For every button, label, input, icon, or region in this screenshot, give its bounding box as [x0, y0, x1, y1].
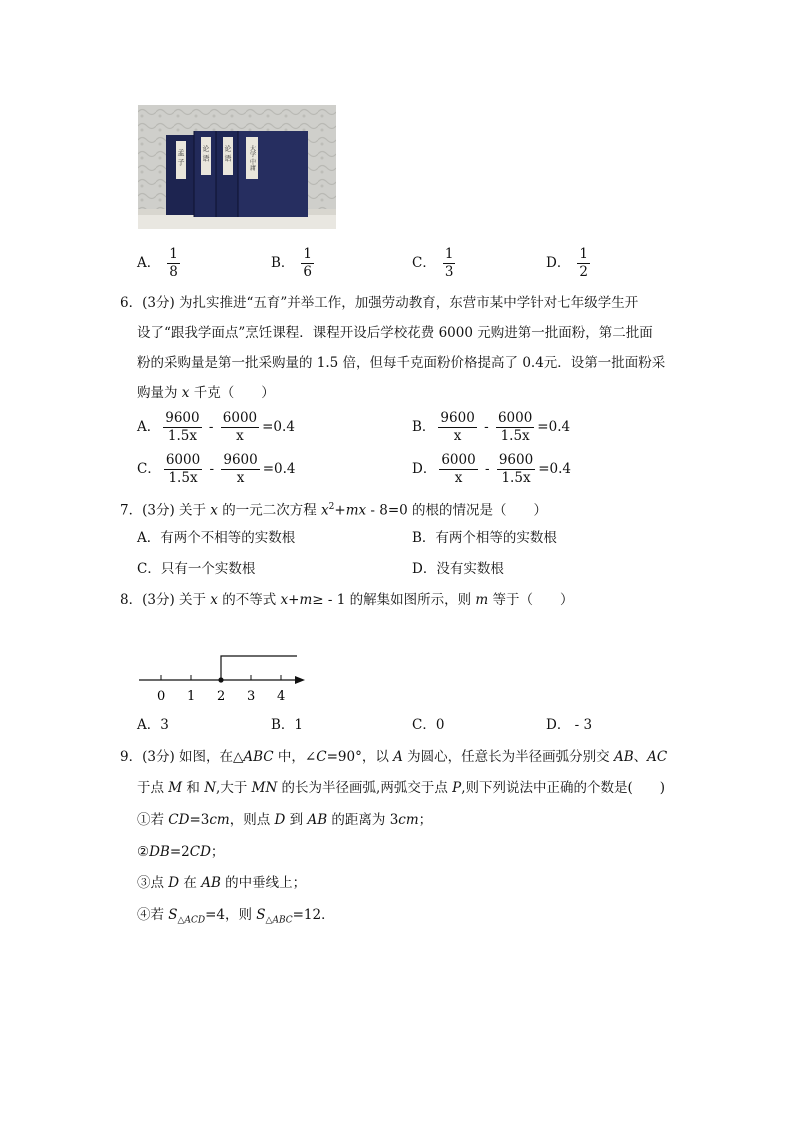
- tick-label-4: 4: [277, 689, 286, 704]
- q9-statement-3: ③点 D 在 AB 的中垂线上；: [137, 875, 307, 891]
- q6-line-4: 购量为 x 千克（ ）: [137, 385, 275, 401]
- q9-statement-4: ④若 $S_{\triangle ACD}=4$，则 $S_{\triangle ABC}=12$．: [137, 907, 335, 926]
- option-letter: A．: [137, 255, 161, 271]
- q6-line-3: 粉的采购量是第一批采购量的 1.5 倍，但每千克面粉价格提高了 0.4元．设第一批面粉采: [137, 355, 666, 371]
- q5-option-b[interactable]: [271, 246, 317, 281]
- number-line-diagram: [135, 648, 315, 708]
- q7-stem: 7．(3分) 关于 x 的一元二次方程 $x^2+mx - 8=0$ 的根的情况是（ ）: [120, 502, 548, 519]
- book-4-label: 大学 中庸: [248, 145, 256, 171]
- q8-option-c[interactable]: C．0: [412, 717, 445, 733]
- axis-arrow: [295, 676, 305, 684]
- q8-stem: 8．(3分) 关于 x 的不等式 x+m≥ - 1 的解集如图所示，则 m 等于（ ）: [120, 592, 574, 608]
- q6-line-2: 设了“跟我学面点”烹饪课程．课程开设后学校花费 6000 元购进第一批面粉，第二批面: [137, 325, 653, 341]
- q7-option-d[interactable]: D．没有实数根: [412, 561, 504, 577]
- fraction: $\frac{1}{8}$: [169, 246, 178, 280]
- books-photo: [138, 105, 336, 229]
- q9-stem-line-2: 于点 M 和 N,大于 MN 的长为半径画弧,两弧交于点 P,则下列说法中正确的个数是( ): [137, 780, 666, 796]
- q8-option-d[interactable]: D． - 3: [546, 717, 593, 733]
- q9-statement-2: ②DB=2CD；: [137, 844, 225, 860]
- q5-option-a[interactable]: [137, 246, 183, 281]
- q6-option-c[interactable]: C． $\frac{6000}{1.5x}$ - $\frac{9600}{x}$ =0.4: [137, 452, 296, 486]
- q6-option-d[interactable]: D． $\frac{6000}{x}$ - $\frac{9600}{1.5x}$ =0.4: [412, 452, 571, 486]
- q5-option-d[interactable]: [546, 246, 593, 281]
- book-2-label: 论 语: [202, 145, 210, 162]
- option-letter: C．: [412, 255, 436, 271]
- solution-bracket: [221, 656, 297, 680]
- solid-endpoint: [218, 677, 223, 682]
- fraction: $\frac{1}{3}$: [444, 246, 454, 280]
- tick-label-0: 0: [157, 689, 166, 704]
- book-1-label: 孟 子: [177, 149, 185, 166]
- tick-label-2: 2: [217, 689, 226, 704]
- q8-option-b[interactable]: B．1: [271, 717, 304, 733]
- q5-option-c[interactable]: [412, 246, 458, 281]
- q6-option-b[interactable]: B． $\frac{9600}{x}$ - $\frac{6000}{1.5x}$ =0.4: [412, 410, 571, 444]
- book-3-label: 论 语: [224, 145, 232, 162]
- q9-stem-line-1: 9．(3分) 如图，在△ABC 中，∠C=90°，以 A 为圆心，任意长为半径画弧分别交 AB、AC: [120, 749, 668, 765]
- fraction: $\frac{1}{2}$: [579, 246, 588, 280]
- q7-option-c[interactable]: C．只有一个实数根: [137, 561, 256, 577]
- option-letter: B．: [271, 255, 295, 271]
- q7-option-a[interactable]: A．有两个不相等的实数根: [137, 530, 296, 546]
- q6-line-1: 6．(3分) 为扎实推进“五育”并举工作，加强劳动教育，东营市某中学针对七年级学生开: [120, 295, 639, 311]
- q7-option-b[interactable]: B．有两个相等的实数根: [412, 530, 557, 546]
- option-letter: D．: [546, 255, 571, 271]
- fraction: $\frac{1}{6}$: [303, 246, 313, 280]
- q8-option-a[interactable]: A．3: [137, 717, 169, 733]
- tick-label-3: 3: [247, 689, 256, 704]
- tick-label-1: 1: [187, 689, 196, 704]
- q9-statement-1: ①若 CD=3cm，则点 D 到 AB 的距离为 3cm；: [137, 812, 433, 828]
- q6-option-a[interactable]: A． $\frac{9600}{1.5x}$ - $\frac{6000}{x}$ =0.4: [137, 410, 295, 444]
